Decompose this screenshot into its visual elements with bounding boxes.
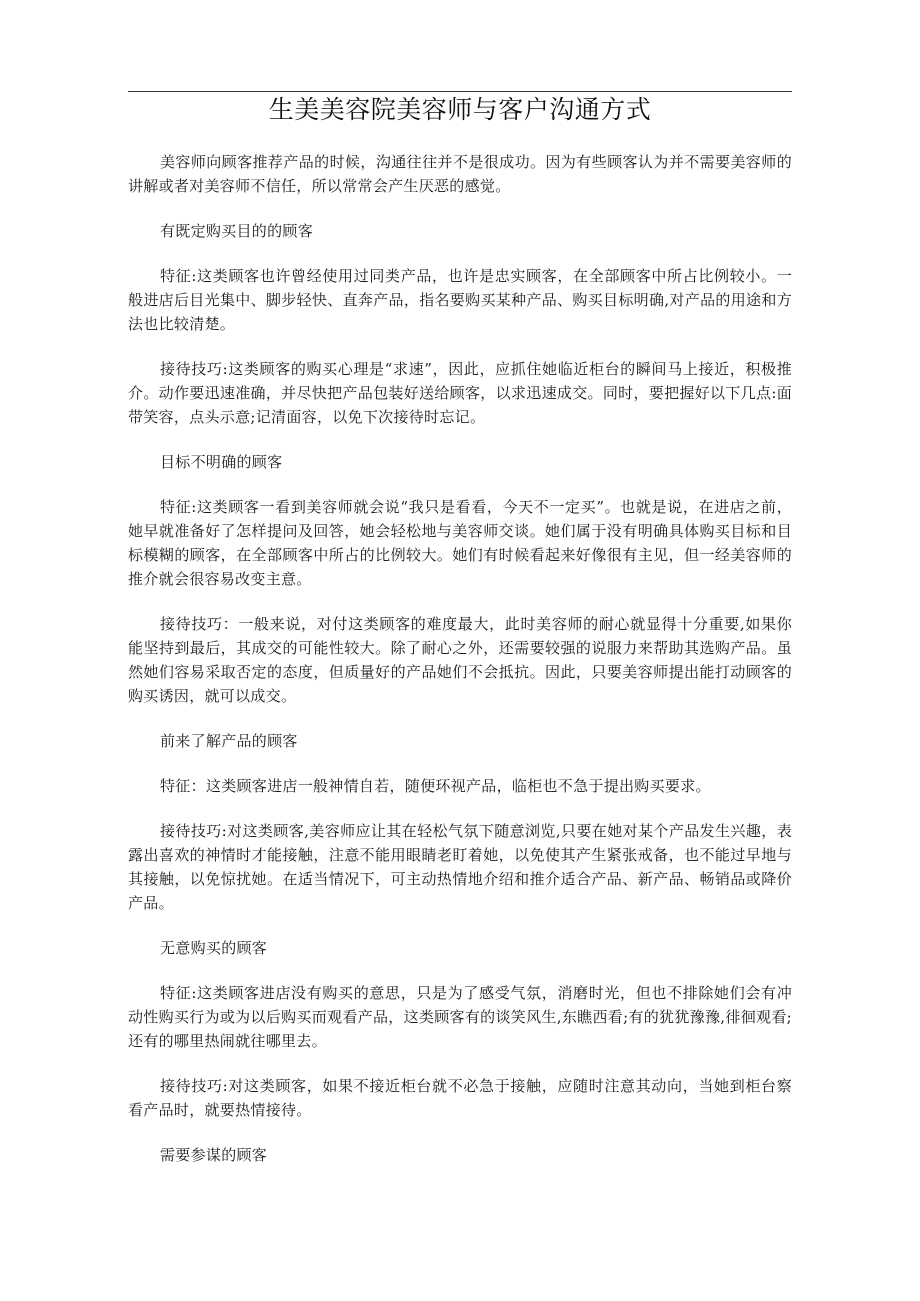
paragraph: 特征:这类顾客一看到美容师就会说“我只是看看，今天不一定买”。也就是说，在进店之前，她早就准备好了怎样提问及回答，她会轻松地与美容师交谈。她们属于没有明确具体购买目标和目标模糊的顾客，在全部顾客中所占的比例较大。她们有时候看起来好像很有主见，但一经美容师的推介就会很容易改变主意。 — [128, 498, 792, 588]
intro-paragraph: 美容师向顾客推荐产品的时候，沟通往往并不是很成功。因为有些顾客认为并不需要美容师的讲解或者对美容师不信任，所以常常会产生厌恶的感觉。 — [128, 153, 792, 195]
section-heading: 目标不明确的顾客 — [160, 453, 283, 471]
paragraph: 接待技巧:这类顾客的购买心理是“求速”，因此，应抓住她临近柜台的瞬间马上接近，积极推介。动作要迅速准确，并尽快把产品包装好送给顾客，以求迅速成交。同时，要把握好以下几点:面带笑容，点头示意;记清面容，以免下次接待时忘记。 — [128, 360, 792, 426]
paragraph: 接待技巧:对这类顾客,美容师应让其在轻松气氛下随意浏览,只要在她对某个产品发生兴趣，表露出喜欢的神情时才能接触，注意不能用眼睛老盯着她，以免使其产生紧张戒备，也不能过早地与其接触，以免惊扰她。在适当情况下，可主动热情地介绍和推介适合产品、新产品、畅销品或降价产品。 — [128, 822, 792, 912]
paragraph: 接待技巧:对这类顾客，如果不接近柜台就不必急于接触，应随时注意其动向，当她到柜台察看产品时，就要热情接待。 — [128, 1077, 792, 1119]
section-heading: 有既定购买目的的顾客 — [160, 222, 314, 240]
section-heading: 需要参谋的顾客 — [160, 1146, 268, 1164]
paragraph: 特征:这类顾客也许曾经使用过同类产品，也许是忠实顾客，在全部顾客中所占比例较小。一般进店后目光集中、脚步轻快、直奔产品，指名要购买某种产品、购买目标明确,对产品的用途和方法也比较清楚。 — [128, 267, 792, 333]
paragraph: 特征：这类顾客进店一般神情自若，随便环视产品，临柜也不急于提出购买要求。 — [160, 777, 711, 795]
section-heading: 无意购买的顾客 — [160, 939, 268, 957]
top-divider — [128, 91, 792, 92]
document-body — [128, 150, 792, 1188]
paragraph: 特征:这类顾客进店没有购买的意思，只是为了感受气氛，消磨时光，但也不排除她们会有冲动性购买行为或为以后购买而观看产品，这类顾客有的谈笑风生,东瞧西看;有的犹犹豫豫,徘徊观看;还有的哪里热闹就往哪里去。 — [128, 984, 792, 1050]
section-heading: 前来了解产品的顾客 — [160, 732, 298, 750]
paragraph: 接待技巧：一般来说，对付这类顾客的难度最大，此时美容师的耐心就显得十分重要,如果你能坚持到最后，其成交的可能性较大。除了耐心之外，还需要较强的说服力来帮助其选购产品。虽然她们容易采取否定的态度，但质量好的产品她们不会抵抗。因此，只要美容师提出能打动顾客的购买诱因，就可以成交。 — [128, 615, 792, 705]
page-title: 生美美容院美容师与客户沟通方式 — [268, 95, 652, 124]
